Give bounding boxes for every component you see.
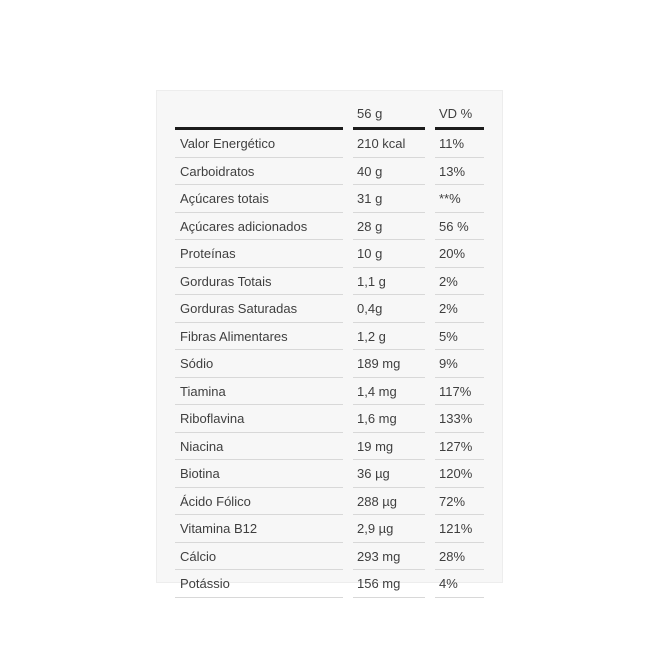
nutrient-label: Fibras Alimentares [175,323,343,351]
nutrient-amount: 40 g [353,158,425,186]
nutrient-label: Cálcio [175,543,343,571]
nutrient-label: Gorduras Totais [175,268,343,296]
nutrient-amount: 2,9 µg [353,515,425,543]
nutrient-daily-value: 4% [435,570,484,598]
nutrient-amount: 1,4 mg [353,378,425,406]
table-row [175,543,484,571]
table-row [175,570,484,598]
table-row [175,240,484,268]
table-row [175,213,484,241]
table-row [175,433,484,461]
nutrient-amount: 0,4g [353,295,425,323]
table-row [175,268,484,296]
nutrient-daily-value: 11% [435,130,484,158]
nutrition-table-body [175,130,484,598]
nutrient-amount: 189 mg [353,350,425,378]
nutrient-daily-value: 2% [435,295,484,323]
nutrient-amount: 156 mg [353,570,425,598]
column-header-portion-56g: 56 g [353,91,425,130]
table-row [175,378,484,406]
nutrient-daily-value: 2% [435,268,484,296]
nutrient-label: Carboidratos [175,158,343,186]
nutrient-daily-value: 117% [435,378,484,406]
nutrient-amount: 1,2 g [353,323,425,351]
nutrient-amount: 288 µg [353,488,425,516]
nutrient-label: Potássio [175,570,343,598]
nutrient-label: Valor Energético [175,130,343,158]
nutrition-table [165,91,494,598]
nutrient-label: Niacina [175,433,343,461]
nutrient-daily-value: 72% [435,488,484,516]
table-row [175,488,484,516]
nutrient-daily-value: 121% [435,515,484,543]
nutrient-label: Gorduras Saturadas [175,295,343,323]
table-row [175,515,484,543]
table-row [175,460,484,488]
nutrient-amount: 1,6 mg [353,405,425,433]
nutrient-label: Açúcares adicionados [175,213,343,241]
nutrient-label: Riboflavina [175,405,343,433]
nutrient-daily-value: 133% [435,405,484,433]
nutrient-amount: 293 mg [353,543,425,571]
nutrient-daily-value: 20% [435,240,484,268]
nutrient-daily-value: 5% [435,323,484,351]
nutrient-amount: 1,1 g [353,268,425,296]
nutrient-daily-value: **% [435,185,484,213]
nutrient-label: Sódio [175,350,343,378]
column-header-daily-value: VD % [435,91,484,130]
nutrient-daily-value: 9% [435,350,484,378]
nutrient-label: Ácido Fólico [175,488,343,516]
nutrient-label: Açúcares totais [175,185,343,213]
table-row [175,350,484,378]
nutrient-daily-value: 120% [435,460,484,488]
table-row [175,130,484,158]
nutrient-daily-value: 13% [435,158,484,186]
nutrient-amount: 31 g [353,185,425,213]
nutrient-amount: 36 µg [353,460,425,488]
nutrient-label: Vitamina B12 [175,515,343,543]
table-row [175,405,484,433]
table-row [175,185,484,213]
table-row [175,158,484,186]
table-row [175,323,484,351]
nutrient-amount: 28 g [353,213,425,241]
nutrient-amount: 19 mg [353,433,425,461]
nutrient-amount: 210 kcal [353,130,425,158]
nutrition-facts-panel [156,90,503,591]
column-header-nutrient [175,91,343,130]
nutrient-label: Biotina [175,460,343,488]
nutrient-label: Tiamina [175,378,343,406]
table-row [175,295,484,323]
table-header-row [175,91,484,130]
nutrient-label: Proteínas [175,240,343,268]
nutrient-daily-value: 127% [435,433,484,461]
nutrient-daily-value: 56 % [435,213,484,241]
nutrient-daily-value: 28% [435,543,484,571]
nutrient-amount: 10 g [353,240,425,268]
